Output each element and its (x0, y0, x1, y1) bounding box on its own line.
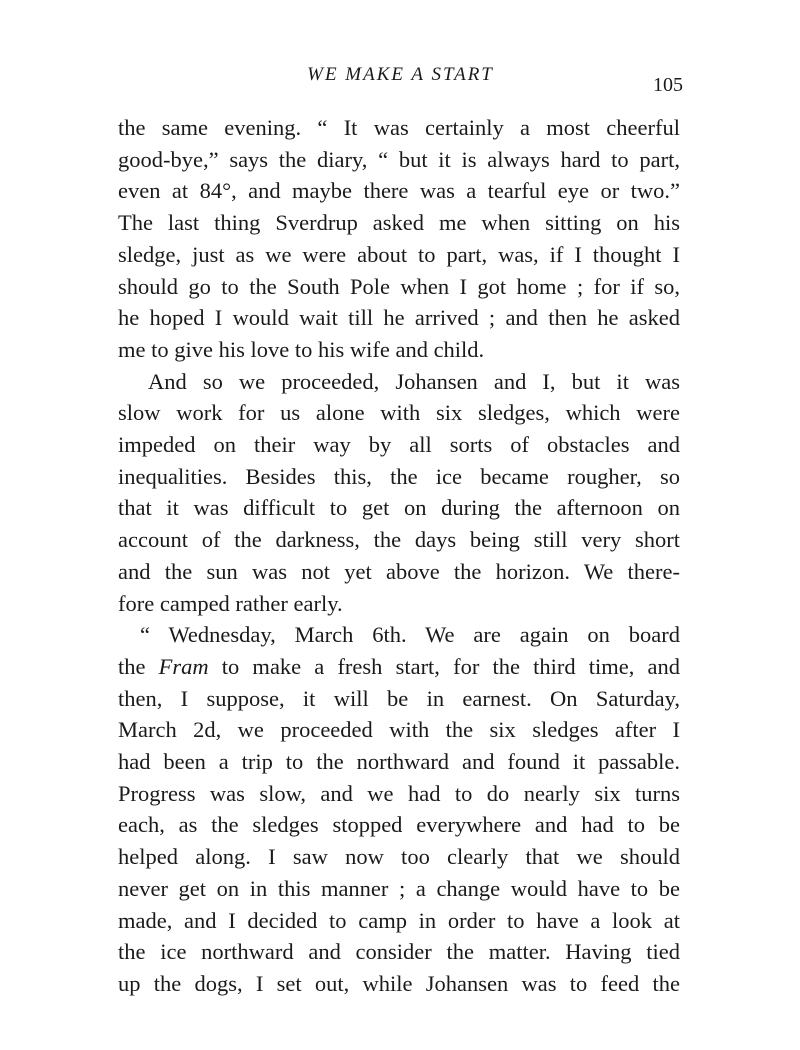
text-line: Progress was slow, and we had to do nearly six turns (118, 780, 680, 806)
text-line-with-ship-name (118, 651, 680, 683)
text-line: good-bye,” says the diary, “ but it is always hard to part, (118, 146, 680, 172)
text-line: should go to the South Pole when I got home ; for if so, (118, 273, 680, 299)
text-line: never get on in this manner ; a change would have to be (118, 875, 680, 901)
running-header (118, 64, 683, 94)
text-line: helped along. I saw now too clearly that we should (118, 844, 680, 870)
text-line: made, and I decided to camp in order to have a look at (118, 907, 680, 933)
text-line: account of the darkness, the days being still very short (118, 527, 680, 553)
paragraph (118, 366, 680, 620)
text-line: “ Wednesday, March 6th. We are again on board (140, 622, 680, 648)
text-line: sledge, just as we were about to part, was, if I thought I (118, 241, 680, 267)
text-line: had been a trip to the northward and found it passable. (118, 749, 680, 775)
text-line: March 2d, we proceeded with the six sledges after I (118, 717, 680, 743)
text-line: inequalities. Besides this, the ice became rougher, so (118, 463, 680, 489)
body-text (118, 112, 680, 1000)
text-line: even at 84°, and maybe there was a tearful eye or two.” (118, 178, 680, 204)
text-line: the ice northward and consider the matter. Having tied (118, 939, 680, 965)
running-title: WE MAKE A START (307, 64, 494, 85)
text-line: up the dogs, I set out, while Johansen was to feed the (118, 970, 680, 996)
text-line: that it was difficult to get on during the afternoon on (118, 495, 680, 521)
text-fragment: the (118, 653, 159, 679)
text-line: then, I suppose, it will be in earnest. On Saturday, (118, 685, 680, 711)
paragraph-continued (118, 112, 680, 366)
text-line: the same evening. “ It was certainly a most cheerful (118, 115, 680, 140)
text-line: slow work for us alone with six sledges, which were (118, 400, 680, 426)
text-fragment: to make a fresh start, for the third time, and (208, 653, 680, 679)
text-line: he hoped I would wait till he arrived ; and then he asked (118, 305, 680, 331)
ship-name: Fram (158, 653, 209, 679)
page-number: 105 (653, 74, 683, 96)
text-line: fore camped rather early. (118, 590, 343, 616)
text-line: And so we proceeded, Johansen and I, but it was (148, 368, 680, 394)
text-line: The last thing Sverdrup asked me when sitting on his (118, 210, 680, 236)
paragraph-diary-entry (118, 619, 680, 999)
text-line: and the sun was not yet above the horizon. We there- (118, 558, 680, 584)
text-line: me to give his love to his wife and child. (118, 336, 485, 362)
text-line: impeded on their way by all sorts of obstacles and (118, 432, 680, 458)
text-line: each, as the sledges stopped everywhere and had to be (118, 812, 680, 838)
